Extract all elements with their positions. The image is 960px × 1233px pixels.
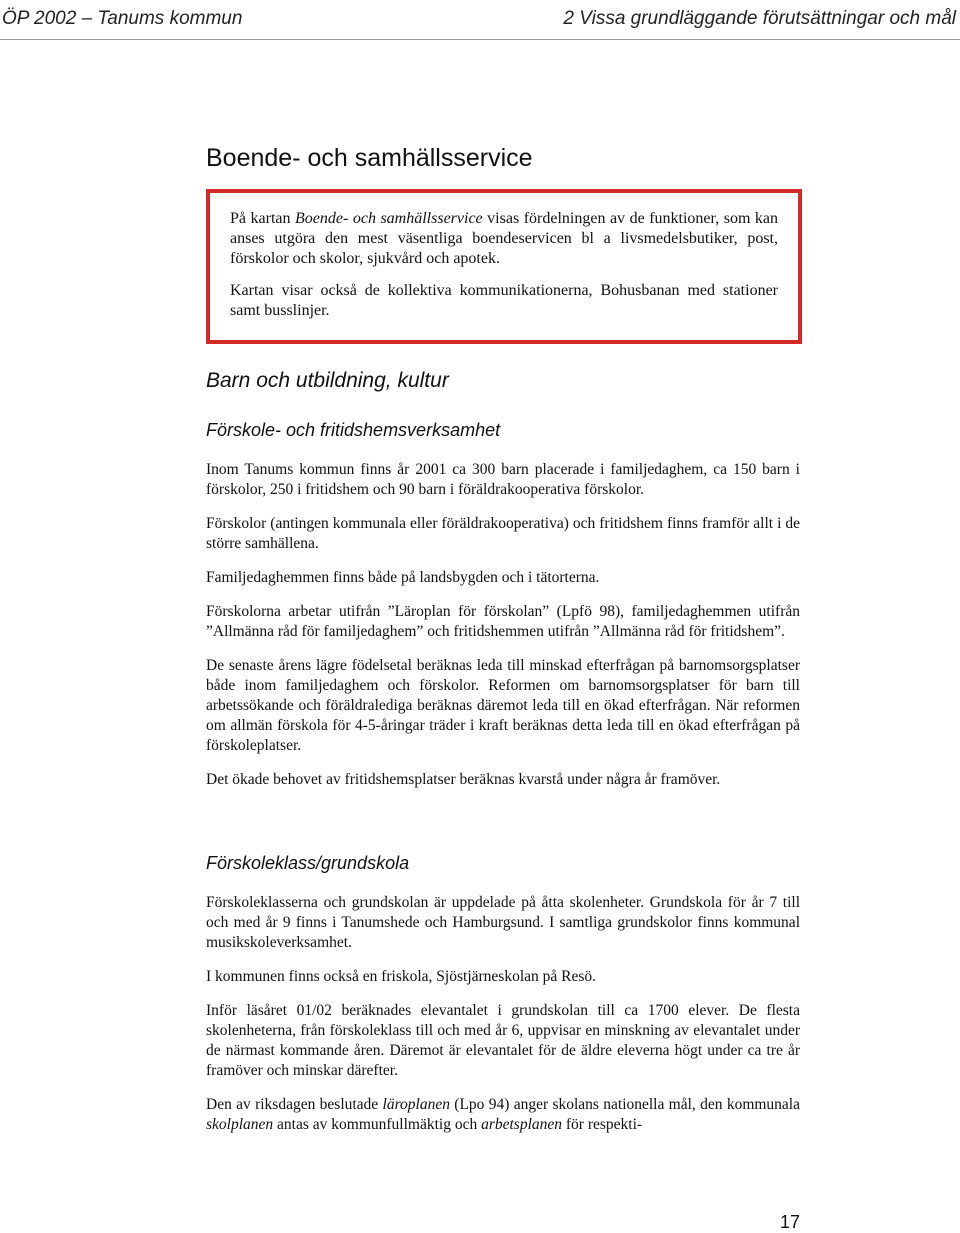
grundskola-heading: Förskoleklass/grundskola [206,853,410,873]
page-number: 17 [779,1212,800,1232]
paragraph: Förskolor (antingen kommunala eller föräldrakooperativa) och fritidshem finns framför allt i de större samhällena. [206,515,800,552]
map-name: Boende- och samhällsservice [295,210,483,227]
term-laroplanen: läroplanen [382,1096,450,1113]
paragraph: Förskolorna arbetar utifrån ”Läroplan för förskolan” (Lpfö 98), familjedaghemmen utifrån ”Allmänna råd för familjedaghem” och fritidshemmen utifrån ”Allmänna råd för fritidshem”. [206,603,800,640]
paragraph: Inför läsåret 01/02 beräknades elevantalet i grundskolan till ca 1700 elever. De flesta skolenheterna, från förskoleklass till och med år 6, uppvisar en minskning av elevantalet under de närmast kommande åren. Däremot är elevantalet för de äldre eleverna högt under ca tre år framöver och minskar därefter. [206,1002,800,1079]
paragraph: Inom Tanums kommun finns år 2001 ca 300 barn placerade i familjedaghem, ca 150 barn i förskolor, 250 i fritidshem och 90 barn i föräldrakooperativa förskolor. [206,461,800,498]
forskole-text [206,460,800,804]
section-title: Boende- och samhällsservice [206,144,533,172]
callout-paragraph-2: Kartan visar också de kollektiva kommunikationerna, Bohusbanan med stationer samt busslinjer. [230,282,778,319]
callout-paragraph-1: På kartan Boende- och samhällsservice visas fördelningen av de funktioner, som kan anses utgöra den mest väsentliga boendeservicen bl a livsmedelsbutiker, post, förskolor och skolor, sjukvård och apotek. [230,210,778,267]
paragraph: De senaste årens lägre födelsetal beräknas leda till minskad efterfrågan på barnomsorgsplatser både inom familjedaghem och förskolor. Reformen om barnomsorgsplatser för barn till arbetssökande och föräldralediga beräknas däremot leda till en ökad efterfrågan. När reformen om allmän förskola för 4-5-åringar träder i kraft beräknas detta leda till en ökad efterfrågan på förskoleplatser. [206,657,800,754]
header-chapter-title: 2 Vissa grundläggande förutsättningar och mål [563,8,956,29]
paragraph: Familjedaghemmen finns både på landsbygden och i tätorterna. [206,569,600,586]
info-callout-box [206,189,802,344]
paragraph: Det ökade behovet av fritidshemsplatser beräknas kvarstå under några år framöver. [206,771,721,788]
grundskola-text [206,893,800,1149]
forskole-heading: Förskole- och fritidshemsverksamhet [206,420,501,440]
paragraph: Förskoleklasserna och grundskolan är uppdelade på åtta skolenheter. Grundskola för år 7 till och med år 9 finns i Tanumshede och Hamburgsund. I samtliga grundskolor finns kommunal musikskoleverksamhet. [206,894,800,951]
paragraph: I kommunen finns också en friskola, Sjöstjärneskolan på Resö. [206,968,597,985]
page-header [0,0,960,42]
term-skolplanen: skolplanen [206,1116,274,1133]
header-divider [0,39,960,40]
paragraph-last: Den av riksdagen beslutade läroplanen (Lpo 94) anger skolans nationella mål, den kommunala skolplanen antas av kommunfullmäktig och arbetsplanen för respekti- [206,1096,800,1133]
term-arbetsplanen: arbetsplanen [481,1116,563,1133]
header-document-title: ÖP 2002 – Tanums kommun [2,8,243,29]
subsection-title: Barn och utbildning, kultur [206,369,449,392]
